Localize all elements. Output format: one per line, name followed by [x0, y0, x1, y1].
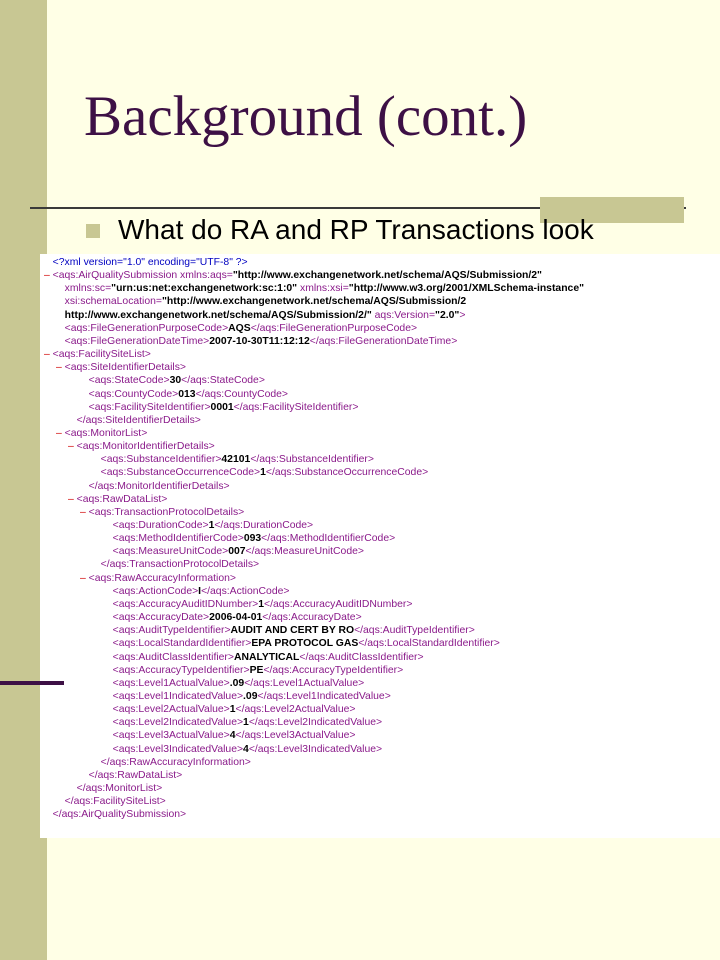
xml-tag: </aqs:RawAccuracyInformation>: [100, 756, 251, 768]
bullet-text: What do RA and RP Transactions look: [118, 214, 594, 245]
xml-tag: </aqs:LocalStandardIdentifier>: [358, 638, 500, 650]
xml-tag: <aqs:Level1IndicatedValue>: [112, 690, 244, 702]
xml-tag: <aqs:FacilitySiteList>: [52, 349, 151, 361]
xml-text: 093: [243, 533, 262, 545]
xml-val: "http://www.exchangenetwork.net/schema/AQS/Submission/2": [232, 270, 542, 282]
xml-tag: <aqs:LocalStandardIdentifier>: [112, 638, 252, 650]
xml-tag: <aqs:MonitorIdentifierDetails>: [76, 441, 215, 453]
xml-line: [68, 493, 167, 506]
xml-text: 1: [260, 467, 266, 479]
indent-spacer: [104, 520, 113, 531]
indent-spacer: [104, 625, 113, 636]
xml-attr: xmlns:sc=: [64, 283, 112, 295]
xml-line: [56, 361, 186, 374]
xml-line: [44, 808, 186, 821]
xml-tag: </aqs:SiteIdentifierDetails>: [76, 414, 201, 426]
xml-text: 2006-04-01: [209, 612, 263, 624]
indent-spacer: [104, 586, 113, 597]
xml-line: [56, 322, 417, 335]
xml-tag: </aqs:StateCode>: [181, 375, 265, 387]
xml-text: .09: [243, 690, 258, 702]
xml-text: AUDIT AND CERT BY RO: [230, 625, 355, 637]
xml-tag: </aqs:DurationCode>: [214, 520, 314, 531]
indent-spacer: [80, 402, 89, 413]
xml-tag: </aqs:MonitorIdentifierDetails>: [88, 480, 230, 492]
xml-attr: aqs:Version=: [371, 309, 436, 321]
xml-line: [80, 388, 288, 401]
xml-tag: <aqs:SubstanceIdentifier>: [100, 454, 222, 466]
xml-tag: <aqs:ActionCode>: [112, 585, 199, 597]
xml-tag: </aqs:Level2IndicatedValue>: [248, 717, 383, 729]
xml-tag: </aqs:AuditClassIdentifier>: [299, 651, 424, 663]
slide-title: Background (cont.): [84, 85, 528, 148]
xml-val: "urn:us:net:exchangenetwork:sc:1:0": [111, 283, 298, 295]
xml-tag: </aqs:FileGenerationPurposeCode>: [250, 322, 418, 334]
xml-line: [104, 624, 475, 637]
xml-line: [80, 401, 358, 414]
indent-spacer: [104, 678, 113, 689]
xml-line: [56, 795, 166, 808]
xml-text: 1: [258, 598, 264, 610]
xml-line: [92, 756, 251, 769]
indent-spacer: [68, 415, 77, 426]
indent-spacer: [104, 665, 113, 676]
xml-text: 1: [208, 520, 215, 531]
xml-tag: <aqs:CountyCode>: [88, 388, 179, 400]
xml-line: [80, 480, 230, 493]
xml-line: [104, 703, 356, 716]
xml-tag: <aqs:AccuracyAuditIDNumber>: [112, 598, 259, 610]
xml-tag: <aqs:SubstanceOccurrenceCode>: [100, 467, 261, 479]
collapse-toggle[interactable]: –: [68, 441, 77, 453]
collapse-toggle[interactable]: –: [80, 506, 89, 518]
xml-attr: xsi:schemaLocation=: [64, 296, 162, 308]
xml-tag: </aqs:SubstanceIdentifier>: [250, 454, 374, 466]
indent-spacer: [80, 389, 89, 400]
xml-line: [56, 427, 147, 440]
xml-tag: </aqs:FacilitySiteList>: [64, 796, 166, 808]
xml-tag: <aqs:MethodIdentifierCode>: [112, 533, 244, 545]
xml-tag: </aqs:Level1ActualValue>: [244, 677, 365, 689]
xml-line: [104, 545, 364, 558]
xml-tag: <aqs:Level2ActualValue>: [112, 704, 230, 716]
indent-spacer: [92, 467, 101, 478]
xml-text: 013: [178, 388, 196, 400]
xml-tag: <aqs:Level3IndicatedValue>: [112, 743, 244, 755]
xml-val: "2.0": [435, 309, 460, 321]
xml-tag: <aqs:Level3ActualValue>: [112, 730, 230, 742]
xml-tag: </aqs:SubstanceOccurrenceCode>: [265, 467, 429, 479]
xml-tag: <aqs:Level1ActualValue>: [112, 677, 230, 689]
xml-tag: <aqs:SiteIdentifierDetails>: [64, 362, 186, 374]
collapse-toggle[interactable]: –: [68, 493, 77, 505]
xml-line: [56, 335, 457, 348]
xml-text: ANALYTICAL: [233, 651, 300, 663]
xml-text: 007: [228, 546, 246, 558]
xml-tag: </aqs:CountyCode>: [195, 388, 288, 400]
xml-tag: <aqs:Level2IndicatedValue>: [112, 717, 244, 729]
indent-spacer: [56, 296, 65, 307]
xml-tag: </aqs:AuditTypeIdentifier>: [354, 625, 475, 637]
xml-line: [44, 348, 151, 361]
xml-text: PE: [249, 664, 264, 676]
xml-line: [80, 374, 265, 387]
xml-line: [104, 677, 364, 690]
xml-text: 4: [243, 743, 249, 755]
indent-spacer: [104, 704, 113, 715]
xml-tag: </aqs:RawDataList>: [88, 769, 183, 781]
xml-text: 2007-10-30T11:12:12: [209, 335, 310, 347]
xml-line: [104, 743, 382, 756]
xml-text: 42101: [221, 454, 251, 466]
xml-tag: <aqs:AccuracyTypeIdentifier>: [112, 664, 250, 676]
xml-tag: </aqs:Level2ActualValue>: [235, 704, 356, 716]
xml-val: "http://www.exchangenetwork.net/schema/AQS/Submission/2: [162, 296, 467, 308]
xml-val: http://www.exchangenetwork.net/schema/AQS/Submission/2/": [64, 309, 372, 321]
xml-tag: <aqs:MonitorList>: [64, 427, 148, 439]
xml-line: [80, 769, 182, 782]
xml-tag: </aqs:Level1IndicatedValue>: [257, 690, 391, 702]
indent-spacer: [80, 770, 89, 781]
xml-tag: <aqs:StateCode>: [88, 375, 170, 387]
indent-spacer: [104, 612, 113, 623]
xml-text: 0001: [210, 401, 234, 413]
xml-tag: <aqs:FacilitySiteIdentifier>: [88, 401, 211, 413]
xml-line: [104, 690, 391, 703]
xml-line: [80, 506, 244, 519]
indent-spacer: [104, 652, 113, 663]
xml-line: [56, 309, 465, 322]
indent-spacer: [104, 730, 113, 741]
xml-line: [92, 453, 374, 466]
indent-spacer: [104, 599, 113, 610]
collapse-toggle[interactable]: –: [56, 427, 65, 439]
xml-line: [92, 558, 259, 571]
xml-tag: <aqs:TransactionProtocolDetails>: [88, 506, 245, 518]
xml-text: EPA PROTOCOL GAS: [251, 638, 359, 650]
xml-text: AQS: [228, 322, 251, 334]
xml-line: [104, 716, 382, 729]
xml-tag: </aqs:AccuracyDate>: [262, 612, 362, 624]
xml-line: [44, 256, 248, 269]
xml-line: [56, 282, 584, 295]
collapse-toggle[interactable]: –: [44, 349, 53, 361]
xml-line: [104, 519, 313, 532]
indent-spacer: [92, 454, 101, 465]
indent-spacer: [56, 310, 65, 321]
xml-val: "http://www.w3.org/2001/XMLSchema-instance": [348, 283, 585, 295]
xml-line: [104, 532, 395, 545]
xml-tag: <aqs:AuditTypeIdentifier>: [112, 625, 231, 637]
xml-line: [104, 585, 289, 598]
xml-line: [80, 572, 236, 585]
xml-tag: </aqs:AirQualitySubmission>: [52, 809, 187, 821]
xml-text: 1: [229, 704, 236, 716]
collapse-toggle[interactable]: –: [56, 362, 65, 374]
xml-line: [68, 414, 201, 427]
xml-tag: </aqs:FacilitySiteIdentifier>: [233, 401, 359, 413]
indent-spacer: [92, 559, 101, 570]
xml-tag: </aqs:Level3ActualValue>: [235, 730, 356, 742]
xml-tag: >: [459, 309, 466, 321]
indent-spacer: [56, 336, 65, 347]
xml-tag: </aqs:MethodIdentifierCode>: [261, 533, 396, 545]
xml-tag: </aqs:ActionCode>: [201, 585, 290, 597]
left-bar-marker: [0, 681, 64, 685]
xml-tag: <aqs:AccuracyDate>: [112, 612, 210, 624]
xml-attr: xmlns:xsi=: [297, 283, 349, 295]
xml-text: 4: [229, 730, 236, 742]
xml-code-panel: [40, 254, 720, 838]
indent-spacer: [56, 283, 65, 294]
xml-tag: </aqs:Level3IndicatedValue>: [248, 743, 383, 755]
xml-text: 1: [243, 717, 249, 729]
indent-spacer: [104, 533, 113, 544]
collapse-toggle[interactable]: –: [44, 270, 53, 282]
xml-line: [104, 598, 412, 611]
xml-line: [104, 729, 356, 742]
indent-spacer: [104, 744, 113, 755]
xml-tag: <aqs:DurationCode>: [112, 520, 209, 531]
indent-spacer: [104, 546, 113, 557]
xml-tag: <aqs:FileGenerationDateTime>: [64, 335, 210, 347]
xml-tag: <aqs:RawAccuracyInformation>: [88, 572, 236, 584]
indent-spacer: [44, 257, 53, 268]
xml-line: [92, 466, 428, 479]
bullet-square-icon: [86, 224, 100, 238]
xml-tag: <aqs:RawDataList>: [76, 493, 168, 505]
indent-spacer: [68, 783, 77, 794]
xml-line: [68, 782, 162, 795]
xml-text: I: [198, 585, 202, 597]
indent-spacer: [80, 481, 89, 492]
xml-tag: <aqs:AuditClassIdentifier>: [112, 651, 234, 663]
xml-tag: </aqs:TransactionProtocolDetails>: [100, 559, 260, 571]
xml-tag: </aqs:MeasureUnitCode>: [245, 546, 364, 558]
xml-line: [104, 651, 424, 664]
xml-line: [68, 440, 215, 453]
indent-spacer: [104, 717, 113, 728]
xml-line: [44, 269, 542, 282]
xml-tag: </aqs:AccuracyTypeIdentifier>: [263, 664, 404, 676]
collapse-toggle[interactable]: –: [80, 572, 89, 584]
xml-line: [56, 295, 466, 308]
xml-text: .09: [229, 677, 245, 689]
xml-pi: <?xml version="1.0" encoding="UTF-8" ?>: [52, 257, 248, 268]
indent-spacer: [80, 375, 89, 386]
indent-spacer: [56, 796, 65, 807]
xml-tag: </aqs:FileGenerationDateTime>: [309, 335, 458, 347]
indent-spacer: [92, 757, 101, 768]
indent-spacer: [56, 323, 65, 334]
indent-spacer: [104, 638, 113, 649]
indent-spacer: [104, 691, 113, 702]
indent-spacer: [44, 809, 53, 820]
xml-tag: <aqs:AirQualitySubmission xmlns:aqs=: [52, 270, 233, 282]
xml-tag: <aqs:FileGenerationPurposeCode>: [64, 322, 229, 334]
xml-tag: </aqs:MonitorList>: [76, 783, 163, 794]
xml-text: 30: [169, 375, 182, 387]
xml-line: [104, 611, 362, 624]
xml-line: [104, 637, 500, 650]
xml-tag: <aqs:MeasureUnitCode>: [112, 546, 229, 558]
xml-tag: </aqs:AccuracyAuditIDNumber>: [264, 598, 413, 610]
xml-line: [104, 664, 403, 677]
